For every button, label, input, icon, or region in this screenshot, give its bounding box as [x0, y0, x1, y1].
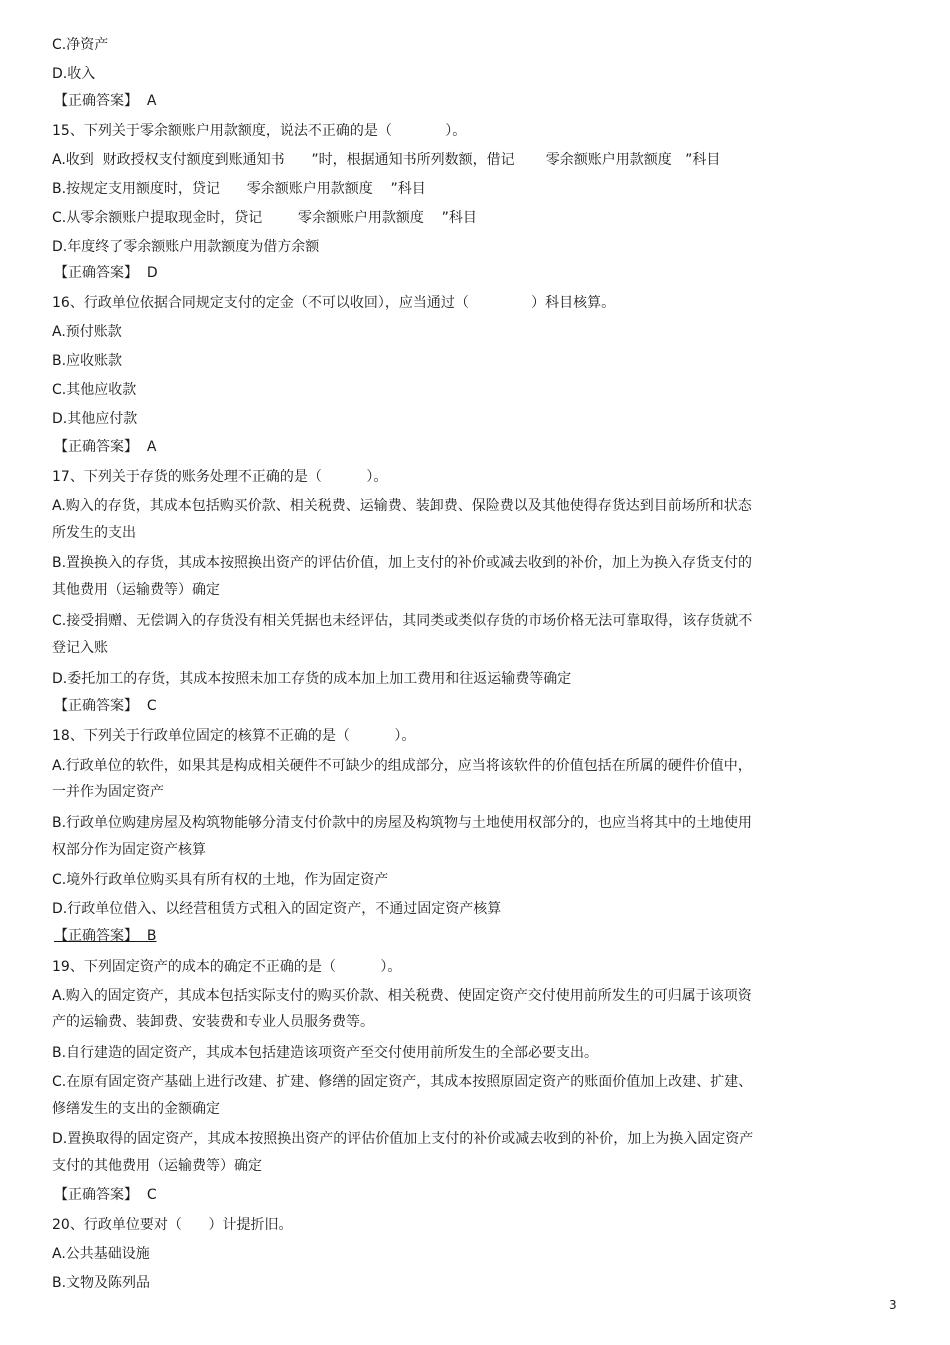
option-a-q15: A.收到 财政授权支付额度到账通知书 ”时，根据通知书所列数额，借记 零余额账户用款额度 ”科目 [52, 152, 721, 168]
question-18: 18、下列关于行政单位固定的核算不正确的是（ ）。 [52, 728, 416, 744]
option-a-q19-line2: 产的运输费、装卸费、安装费和专业人员服务费等。 [52, 1014, 374, 1030]
answer-q18: 【正确答案】 B [54, 928, 157, 944]
option-c-q17-line1: C.接受捐赠、无偿调入的存货没有相关凭据也未经评估，其同类或类似存货的市场价格无法可靠取得，该存货就不 [52, 613, 753, 629]
question-19: 19、下列固定资产的成本的确定不正确的是（ ）。 [52, 959, 402, 975]
question-20: 20、行政单位要对（ ）计提折旧。 [52, 1217, 293, 1233]
option-a-q17-line2: 所发生的支出 [52, 525, 136, 541]
question-15: 15、下列关于零余额账户用款额度，说法不正确的是（ ）。 [52, 123, 467, 139]
option-c-q18: C.境外行政单位购买具有所有权的土地，作为固定资产 [52, 872, 389, 888]
option-a-q19-line1: A.购入的固定资产，其成本包括实际支付的购买价款、相关税费、使固定资产交付使用前所发生的可归属于该项资 [52, 988, 752, 1004]
answer-q19: 【正确答案】 C [54, 1187, 157, 1203]
option-b-q20: B.文物及陈列品 [52, 1275, 151, 1291]
page-number: 3 [889, 1298, 897, 1312]
option-c-q19-line1: C.在原有固定资产基础上进行改建、扩建、修缮的固定资产，其成本按照原固定资产的账面价值加上改建、扩建、 [52, 1074, 753, 1090]
option-c-q16: C.其他应收款 [52, 382, 137, 398]
answer-q14: 【正确答案】 A [54, 93, 157, 109]
option-b-q19: B.自行建造的固定资产，其成本包括建造该项资产至交付使用前所发生的全部必要支出。 [52, 1045, 599, 1061]
option-b-q17-line1: B.置换换入的存货，其成本按照换出资产的评估价值，加上支付的补价或减去收到的补价，加上为换入存货支付的 [52, 555, 753, 571]
option-a-q20: A.公共基础设施 [52, 1246, 150, 1262]
option-d-q19-line2: 支付的其他费用（运输费等）确定 [52, 1158, 262, 1174]
option-b-q18-line2: 权部分作为固定资产核算 [52, 842, 206, 858]
option-d-q18: D.行政单位借入、以经营租赁方式租入的固定资产，不通过固定资产核算 [52, 901, 502, 917]
option-b-q17-line2: 其他费用（运输费等）确定 [52, 582, 220, 598]
option-d-q16: D.其他应付款 [52, 411, 138, 427]
option-d-q19-line1: D.置换取得的固定资产，其成本按照换出资产的评估价值加上支付的补价或减去收到的补价，加上为换入固定资产 [52, 1131, 754, 1147]
option-a-q17-line1: A.购入的存货，其成本包括购买价款、相关税费、运输费、装卸费、保险费以及其他使得存货达到目前场所和状态 [52, 498, 752, 514]
answer-q16: 【正确答案】 A [54, 439, 157, 455]
answer-q15: 【正确答案】 D [54, 265, 158, 281]
question-16: 16、行政单位依据合同规定支付的定金（不可以收回），应当通过（ ）科目核算。 [52, 295, 616, 311]
option-b-q16: B.应收账款 [52, 353, 123, 369]
option-c-q14: C.净资产 [52, 37, 109, 53]
option-c-q19-line2: 修缮发生的支出的金额确定 [52, 1101, 220, 1117]
option-a-q16: A.预付账款 [52, 324, 122, 340]
option-d-q17: D.委托加工的存货，其成本按照未加工存货的成本加上加工费用和往返运输费等确定 [52, 671, 572, 687]
option-d-q14: D.收入 [52, 66, 96, 82]
option-c-q15: C.从零余额账户提取现金时，贷记 零余额账户用款额度 ”科目 [52, 210, 477, 226]
question-17: 17、下列关于存货的账务处理不正确的是（ ）。 [52, 469, 388, 485]
option-b-q15: B.按规定支用额度时，贷记 零余额账户用款额度 ”科目 [52, 181, 426, 197]
answer-q17: 【正确答案】 C [54, 698, 157, 714]
option-d-q15: D.年度终了零余额账户用款额度为借方余额 [52, 239, 320, 255]
option-a-q18-line2: 一并作为固定资产 [52, 784, 164, 800]
option-c-q17-line2: 登记入账 [52, 640, 108, 656]
option-a-q18-line1: A.行政单位的软件，如果其是构成相关硬件不可缺少的组成部分，应当将该软件的价值包括在所属的硬件价值中， [52, 758, 752, 774]
option-b-q18-line1: B.行政单位购建房屋及构筑物能够分清支付价款中的房屋及构筑物与土地使用权部分的，也应当将其中的土地使用 [52, 815, 753, 831]
